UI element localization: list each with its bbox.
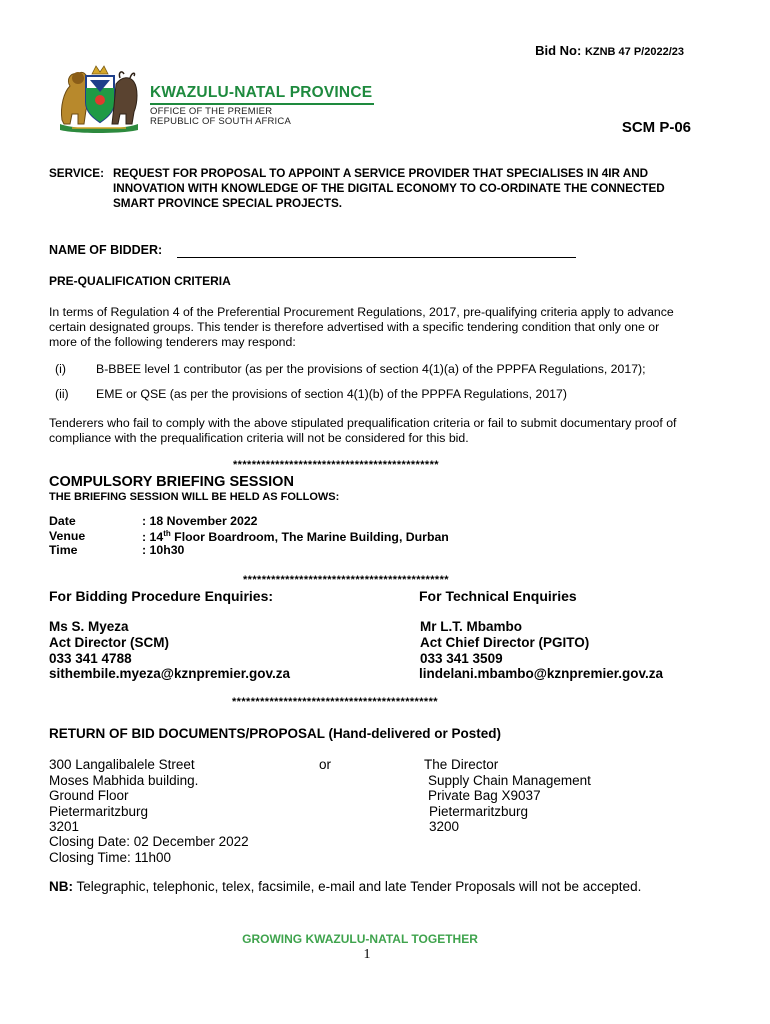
bidding-contact-title: Act Director (SCM) xyxy=(49,635,170,650)
postal-address-line: Private Bag X9037 xyxy=(428,788,541,803)
service-label: SERVICE: xyxy=(49,167,104,180)
service-description xyxy=(49,166,689,211)
prequalification-heading: PRE-QUALIFICATION CRITERIA xyxy=(49,274,231,288)
briefing-venue-value: : 14th Floor Boardroom, The Marine Building, Durban xyxy=(142,529,449,545)
closing-date: Closing Date: 02 December 2022 xyxy=(49,834,249,849)
criteria-item-number: (ii) xyxy=(55,387,69,401)
office-of-premier-text: OFFICE OF THE PREMIER xyxy=(150,106,273,117)
briefing-date-label: Date xyxy=(49,514,76,528)
prequalification-intro: In terms of Regulation 4 of the Preferential Procurement Regulations, 2017, pre-qualifying criteria apply to advance certain designated groups. This tender is therefore advertised with a specific tendering condition that only one or more of the following tenderers may respond: xyxy=(49,305,674,349)
postal-address-line: Pietermaritzburg xyxy=(429,804,529,819)
technical-contact-name: Mr L.T. Mbambo xyxy=(420,619,522,634)
bid-number-label: Bid No: xyxy=(535,43,582,58)
separator-stars: ******************************************** xyxy=(233,459,439,471)
postal-address-line: 3200 xyxy=(429,819,460,834)
nb-text: Telegraphic, telephonic, telex, facsimile, e-mail and late Tender Proposals will not be accepted. xyxy=(76,879,642,894)
delivery-address-line: 3201 xyxy=(49,819,80,834)
briefing-time-label: Time xyxy=(49,543,78,557)
province-title: KWAZULU-NATAL PROVINCE xyxy=(150,84,373,101)
bid-number-value: KZNB 47 P/2022/23 xyxy=(584,46,684,58)
criteria-item-number: (i) xyxy=(55,362,66,376)
separator-stars: ******************************************** xyxy=(232,696,438,708)
nb-label: NB: xyxy=(49,879,73,894)
briefing-subtitle: THE BRIEFING SESSION WILL BE HELD AS FOLLOWS: xyxy=(49,491,340,503)
postal-address-line: The Director xyxy=(424,757,499,772)
technical-contact-title: Act Chief Director (PGITO) xyxy=(420,635,590,650)
criteria-item-text: EME or QSE (as per the provisions of section 4(1)(b) of the PPPFA Regulations, 2017) xyxy=(96,387,567,401)
nb-notice xyxy=(49,879,641,894)
bidding-contact-email[interactable]: sithembile.myeza@kznpremier.gov.za xyxy=(49,666,291,681)
prequalification-warning: Tenderers who fail to comply with the above stipulated prequalification criteria or fail to submit documentary proof of compliance with the prequalification criteria will not be considered for this bid. xyxy=(49,416,677,445)
page-number: 1 xyxy=(363,947,371,962)
bidding-contact-phone: 033 341 4788 xyxy=(49,651,132,666)
service-text: REQUEST FOR PROPOSAL TO APPOINT A SERVICE PROVIDER THAT SPECIALISES IN 4IR AND INNOVATION WITH KNOWLEDGE OF THE DIGITAL ECONOMY TO CO-ORDINATE THE CONNECTED SMART PROVINCE SPECIAL PROJECTS. xyxy=(113,167,665,210)
bidder-name-blank-line xyxy=(177,257,576,258)
bidding-enquiries-heading: For Bidding Procedure Enquiries: xyxy=(49,588,274,604)
provincial-coat-of-arms-logo xyxy=(56,58,142,134)
technical-contact-email[interactable]: lindelani.mbambo@kznpremier.gov.za xyxy=(419,666,663,681)
delivery-address-line: Pietermaritzburg xyxy=(49,804,149,819)
delivery-address-line: 300 Langalibalele Street xyxy=(49,757,195,772)
briefing-title: COMPULSORY BRIEFING SESSION xyxy=(49,474,294,490)
bidder-name-label: NAME OF BIDDER: xyxy=(49,243,163,257)
briefing-time-value: : 10h30 xyxy=(142,543,185,557)
bid-number xyxy=(535,43,684,58)
return-documents-title: RETURN OF BID DOCUMENTS/PROPOSAL (Hand-delivered or Posted) xyxy=(49,726,502,741)
technical-contact-phone: 033 341 3509 xyxy=(420,651,503,666)
form-code: SCM P-06 xyxy=(621,119,691,136)
or-separator: or xyxy=(319,757,332,772)
closing-time: Closing Time: 11h00 xyxy=(49,850,172,865)
footer-slogan: GROWING KWAZULU-NATAL TOGETHER xyxy=(242,932,478,946)
postal-address-line: Supply Chain Management xyxy=(428,773,591,788)
delivery-address-line: Moses Mabhida building. xyxy=(49,773,199,788)
criteria-item-text: B-BBEE level 1 contributor (as per the provisions of section 4(1)(a) of the PPPFA Regulations, 2017); xyxy=(96,362,646,376)
briefing-date-value: : 18 November 2022 xyxy=(142,514,258,528)
briefing-venue-label: Venue xyxy=(49,529,86,543)
bidding-contact-name: Ms S. Myeza xyxy=(49,619,129,634)
republic-text: REPUBLIC OF SOUTH AFRICA xyxy=(150,116,291,127)
separator-stars: ******************************************** xyxy=(243,574,449,586)
province-title-rule xyxy=(150,103,374,105)
delivery-address-line: Ground Floor xyxy=(49,788,129,803)
technical-enquiries-heading: For Technical Enquiries xyxy=(419,588,577,604)
